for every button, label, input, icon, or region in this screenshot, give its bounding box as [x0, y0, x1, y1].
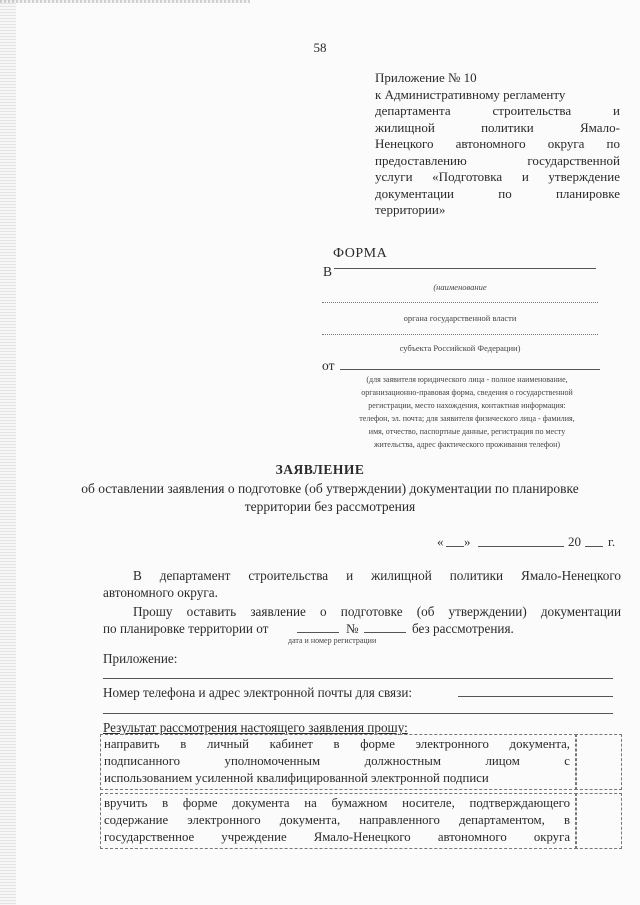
hint-subject: субъекта Российской Федерации)	[399, 343, 521, 353]
option-1-line: использованием усиленной квалифицированной электронной подписи	[104, 771, 489, 785]
date-year-suffix: г.	[608, 534, 616, 549]
organ-field-line[interactable]	[322, 302, 598, 303]
subject-field-line[interactable]	[322, 334, 598, 335]
appendix-line: документации по планировке	[375, 185, 620, 201]
para2-number-sign: №	[346, 621, 359, 636]
page-number: 58	[313, 40, 327, 55]
reg-hint: дата и номер регистрации	[288, 636, 377, 645]
reg-number-field[interactable]	[364, 632, 406, 633]
date-day-field[interactable]	[446, 546, 464, 547]
para2-line1: Прошу оставить заявление о подготовке (об утверждении) документации	[133, 604, 621, 619]
from-hint-line: регистрации, место нахождения, контактная информация:	[368, 401, 566, 410]
option-checkbox-2[interactable]	[575, 793, 622, 849]
scan-top-artifact	[0, 0, 250, 3]
option-2-line: государственное учреждение Ямало-Ненецкого автономного округа	[104, 830, 570, 844]
reg-date-field[interactable]	[297, 632, 339, 633]
from-hint	[322, 373, 612, 451]
scan-edge-artifact	[0, 0, 16, 905]
para1-line1: В департамент строительства и жилищной политики Ямало-Ненецкого	[133, 568, 621, 583]
para2-suffix: без рассмотрения.	[412, 621, 514, 636]
appendix-line: территории»	[375, 202, 446, 217]
date-month-field[interactable]	[478, 546, 564, 547]
option-2-line: содержание электронного документа, направленного департаментом, в	[104, 813, 570, 827]
appendix-line: Ненецкого автономного округа по	[375, 136, 620, 151]
option-1-line: направить в личный кабинет в форме электронного документа,	[104, 737, 570, 751]
contact-field[interactable]	[458, 696, 613, 697]
form-label: ФОРМА	[333, 246, 388, 261]
hint-organ: органа государственной власти	[403, 313, 517, 323]
appendix-line: услуги «Подготовка и утверждение	[375, 169, 620, 184]
appendix-line: Приложение № 10	[375, 70, 477, 85]
document-subtitle: об оставлении заявления о подготовке (об утверждении) документации по планировке территории без рассмотрения	[81, 481, 579, 514]
option-checkbox-1[interactable]	[575, 734, 622, 790]
para2-prefix: по планировке территории от	[103, 621, 269, 636]
result-heading: Результат рассмотрения настоящего заявления прошу:	[103, 720, 408, 735]
from-hint-line: имя, отчество, паспортные данные, регистрация по месту	[368, 427, 566, 436]
document-title: ЗАЯВЛЕНИЕ	[275, 462, 365, 477]
from-field-line[interactable]	[340, 369, 600, 370]
appendix-line: предоставлению государственной	[375, 152, 620, 168]
date-open-quote: «	[437, 534, 444, 549]
date-year-prefix: 20	[568, 534, 581, 549]
para1-line2: автономного округа.	[103, 585, 218, 600]
attachment-label: Приложение:	[103, 651, 178, 666]
appendix-line: департамента строительства и	[375, 103, 620, 118]
attachment-field-line[interactable]	[103, 678, 613, 679]
contact-field-line2[interactable]	[103, 713, 613, 714]
to-prefix: В	[323, 264, 333, 279]
appendix-line: к Административному регламенту	[375, 86, 566, 102]
from-prefix: от	[322, 358, 335, 373]
from-hint-line: телефон, эл. почта; для заявителя физического лица - фамилия,	[359, 414, 575, 423]
appendix-line: жилищной политики Ямало-	[375, 119, 620, 135]
to-field-line[interactable]	[334, 268, 596, 269]
appendix-block	[375, 70, 620, 219]
option-1-line: подписанного уполномоченным должностным лицом с	[104, 754, 570, 768]
contact-label: Номер телефона и адрес электронной почты для связи:	[103, 685, 413, 700]
date-close-quote: »	[464, 534, 471, 549]
from-hint-line: жительства, адрес фактического проживания телефон)	[373, 440, 561, 449]
date-year-field[interactable]	[585, 546, 603, 547]
hint-name: (наименование	[433, 282, 487, 292]
option-2-line: вручить в форме документа на бумажном носителе, подтверждающего	[104, 796, 570, 810]
from-hint-line: (для заявителя юридического лица - полное наименование,	[366, 375, 568, 384]
from-hint-line: организационно-правовая форма, сведения о государственной	[361, 388, 573, 397]
